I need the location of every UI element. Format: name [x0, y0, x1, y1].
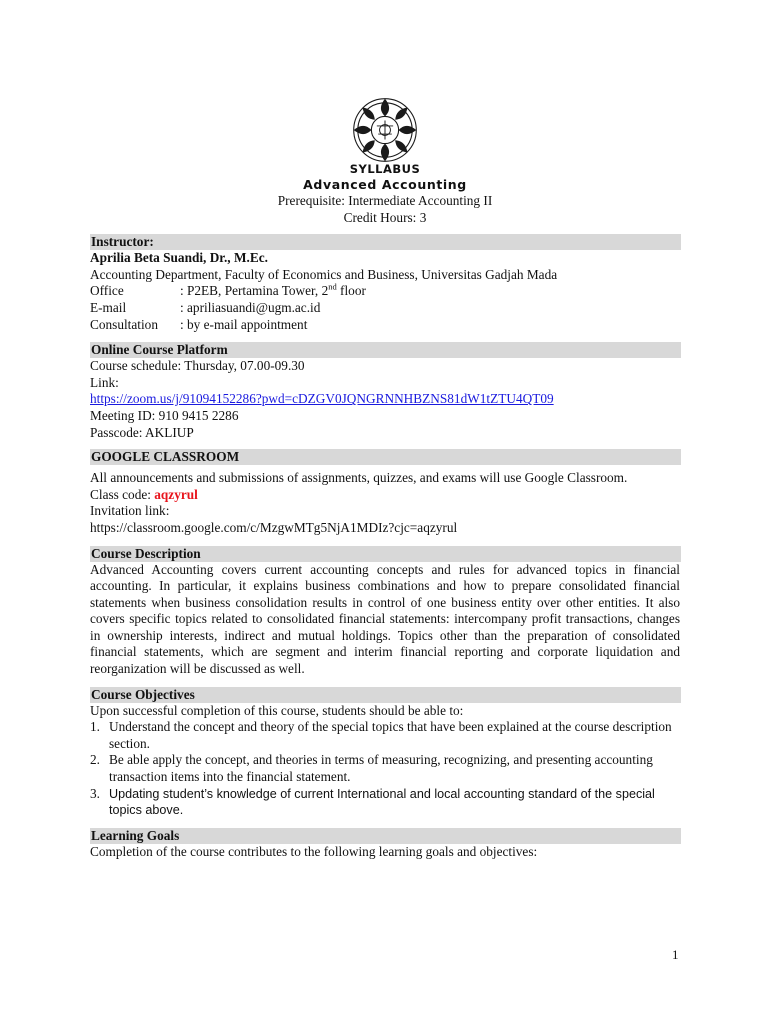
- office-value: : P2EB, Pertamina Tower, 2nd floor: [180, 281, 366, 299]
- invitation-url: https://classroom.google.com/c/MzgwMTg5NjA1MDIz?cjc=aqzyrul: [90, 519, 458, 535]
- objectives-list: [90, 719, 680, 819]
- instructor-name: Aprilia Beta Suandi, Dr., M.Ec.: [90, 250, 268, 266]
- objectives-intro: Upon successful completion of this course, students should be able to:: [90, 702, 464, 718]
- class-code: aqzyrul: [154, 486, 198, 502]
- prerequisite: Prerequisite: Intermediate Accounting II: [277, 193, 493, 208]
- section-heading-objectives: Course Objectives: [90, 687, 681, 703]
- list-item: 2. Be able apply the concept, and theories in terms of measuring, recognizing, and presenting accounting transaction items into the financial statement.: [90, 752, 653, 785]
- section-heading-instructor: Instructor:: [90, 234, 681, 250]
- university-seal-icon: [351, 96, 419, 164]
- office-label: Office: [90, 283, 124, 299]
- document-label: SYLLABUS: [349, 162, 421, 176]
- email-value: : apriliasuandi@ugm.ac.id: [180, 299, 321, 315]
- invitation-label: Invitation link:: [90, 503, 170, 519]
- office-row: [90, 283, 680, 300]
- consultation-row: [90, 317, 680, 334]
- email-row: [90, 300, 680, 317]
- list-item: 3. Updating student’s knowledge of current International and local accounting standard of the special topics above.: [90, 785, 655, 818]
- page-number: 1: [672, 947, 679, 962]
- meeting-id: Meeting ID: 910 9415 2286: [90, 407, 239, 423]
- learning-goals-intro: Completion of the course contributes to the following learning goals and objectives:: [90, 843, 538, 859]
- section-heading-description: Course Description: [90, 546, 681, 562]
- credit-hours: Credit Hours: 3: [343, 209, 427, 225]
- classroom-announcement: All announcements and submissions of assignments, quizzes, and exams will use Google Classroom.: [90, 470, 628, 486]
- email-label: E-mail: [90, 299, 127, 315]
- zoom-link[interactable]: https://zoom.us/j/91094152286?pwd=cDZGV0JQNGRNNHBZNS81dW1tZTU4QT09: [90, 391, 554, 407]
- class-code-row: Class code: aqzyrul: [90, 486, 198, 502]
- consultation-label: Consultation: [90, 316, 158, 332]
- instructor-department: Accounting Department, Faculty of Economics and Business, Universitas Gadjah Mada: [90, 266, 558, 282]
- course-title: Advanced Accounting: [303, 177, 467, 192]
- passcode: Passcode: AKLIUP: [90, 424, 194, 440]
- syllabus-page: [90, 96, 680, 860]
- link-label: Link:: [90, 374, 119, 390]
- course-schedule: Course schedule: Thursday, 07.00-09.30: [90, 358, 305, 374]
- course-description-text: Advanced Accounting covers current accounting concepts and rules for advanced topics in financial accounting. In particular, it explains business combinations and how to prepare consolidated financial statements when business consolidation results in control of one business entity over other entities. It also covers specific topics related to consolidated financial statements: intercompany profit transactions, changes in ownership interests, indirect and mutual holdings. Topics other than the preparation of consolidated financial statements, which are segment and interim financial reporting and corporate liquidation and reorganization will be discussed as well.: [90, 561, 680, 677]
- section-heading-learning-goals: Learning Goals: [90, 828, 681, 844]
- section-heading-classroom: GOOGLE CLASSROOM: [90, 449, 681, 465]
- list-item: 1. Understand the concept and theory of the special topics that have been explained at the course description section.: [90, 719, 672, 751]
- section-heading-platform: Online Course Platform: [90, 342, 681, 358]
- consultation-value: : by e-mail appointment: [180, 316, 308, 332]
